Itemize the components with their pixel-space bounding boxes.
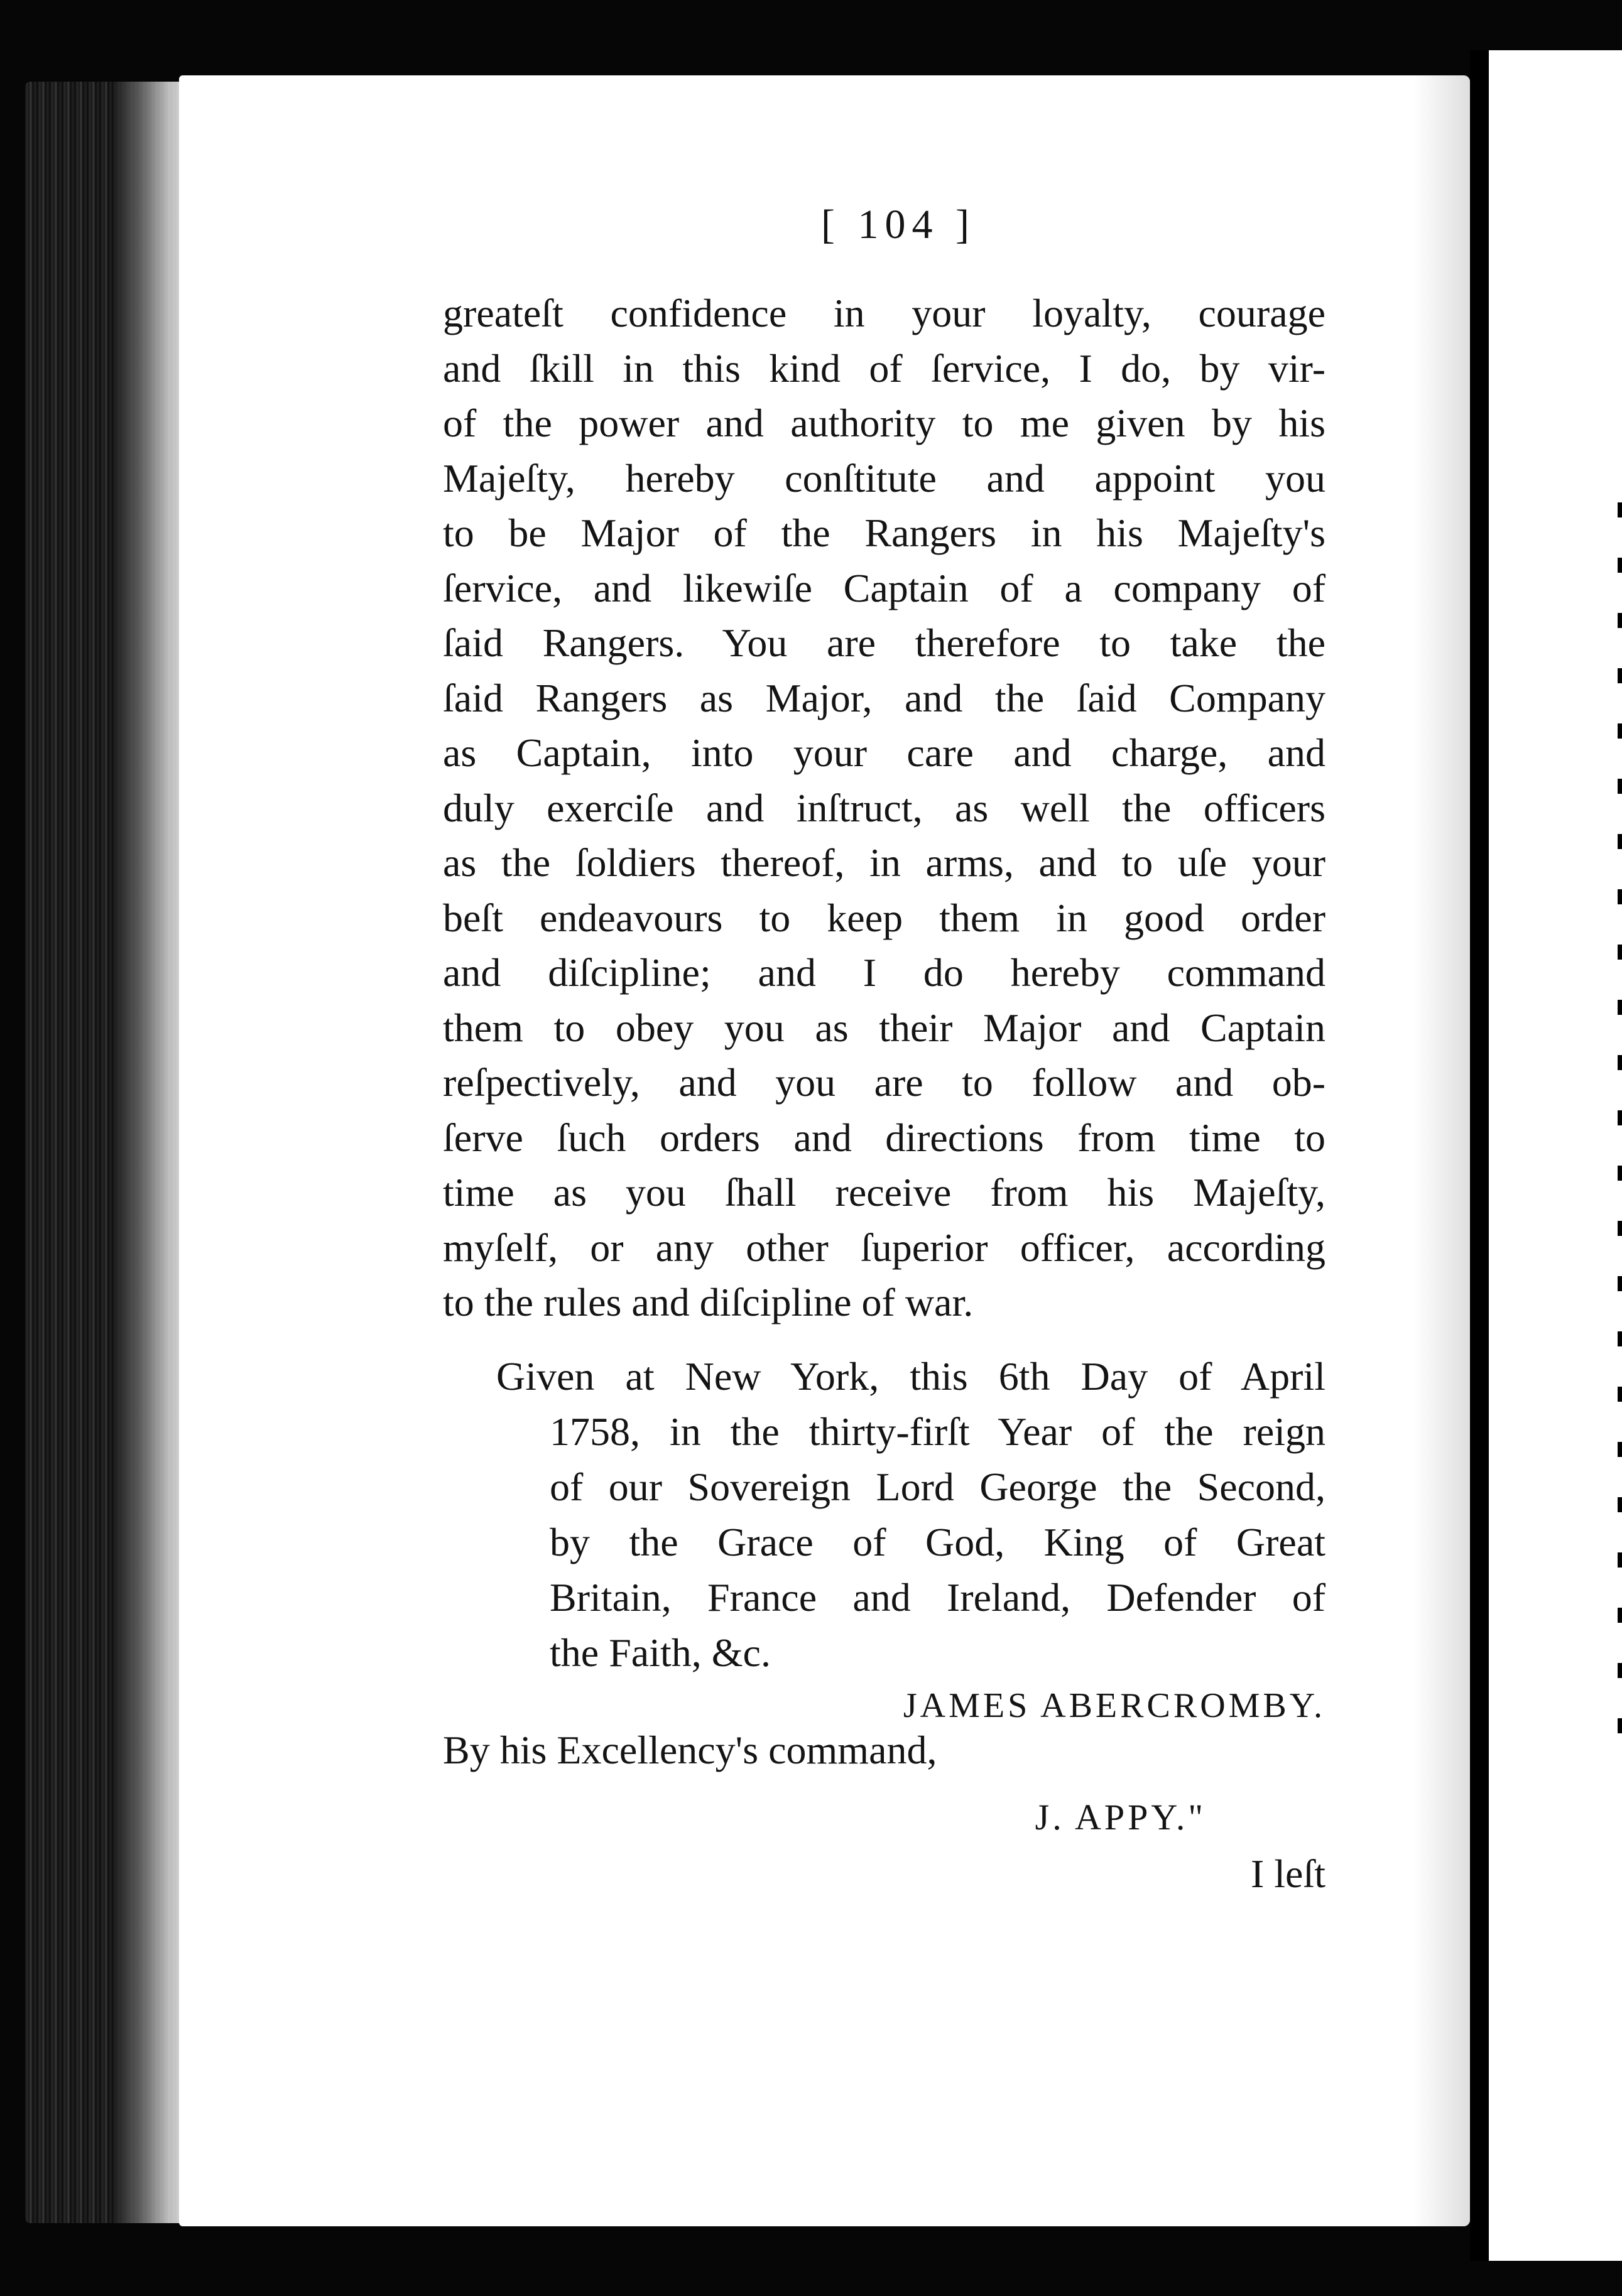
dated-line: 1758, in the thirty-firſt Year of the reign	[550, 1409, 1325, 1454]
body-line: greateſt confidence in your loyalty, courage	[443, 291, 1325, 335]
dated-line: the Faith, &c.	[550, 1630, 771, 1675]
body-line: and diſcipline; and I do hereby command	[443, 950, 1325, 995]
body-line: beſt endeavours to keep them in good order	[443, 895, 1325, 940]
body-line: to be Major of the Rangers in his Majeſty's	[443, 511, 1325, 555]
body-line: to the rules and diſcipline of war.	[443, 1280, 974, 1324]
signature-appy: J. APPY."	[1035, 1797, 1206, 1838]
body-line: and ſkill in this kind of ſervice, I do, by vir-	[443, 345, 1325, 391]
catchword: I leſt	[1250, 1851, 1325, 1896]
page-edges	[25, 82, 182, 2223]
page-number: [ 104 ]	[821, 202, 976, 247]
dated-line: Britain, France and Ireland, Defender of	[550, 1575, 1325, 1620]
body-line: as Captain, into your care and charge, and	[443, 730, 1325, 775]
dated-line: of our Sovereign Lord George the Second,	[550, 1465, 1325, 1509]
facing-page-text-edge	[1618, 502, 1622, 1758]
body-line: ſerve ſuch orders and directions from time to	[443, 1115, 1325, 1160]
body-line: them to obey you as their Major and Captain	[443, 1005, 1325, 1050]
body-text	[443, 286, 1325, 1330]
dated-line: Given at New York, this 6th Day of April	[496, 1354, 1325, 1399]
body-line: myſelf, or any other ſuperior officer, according	[443, 1225, 1325, 1270]
body-line: duly exerciſe and inſtruct, as well the officers	[443, 785, 1325, 830]
body-line: ſaid Rangers as Major, and the ſaid Company	[443, 675, 1325, 720]
signature-abercromby: JAMES ABERCROMBY.	[903, 1686, 1325, 1725]
body-line: reſpectively, and you are to follow and ob-	[443, 1060, 1325, 1105]
facing-page	[1489, 50, 1622, 2261]
body-line: time as you ſhall receive from his Majeſty,	[443, 1170, 1325, 1215]
body-line: of the power and authority to me given by his	[443, 401, 1325, 445]
body-line: Majeſty, hereby conſtitute and appoint you	[443, 455, 1325, 501]
dated-line: by the Grace of God, King of Great	[550, 1520, 1325, 1564]
body-line: ſervice, and likewiſe Captain of a company of	[443, 565, 1325, 610]
page-curl-shadow	[1413, 75, 1470, 2226]
book-gutter	[1470, 50, 1489, 2261]
body-line: as the ſoldiers thereof, in arms, and to uſe your	[443, 840, 1325, 885]
body-line: ſaid Rangers. You are therefore to take the	[443, 620, 1325, 665]
dated-clause	[496, 1349, 1325, 1681]
command-line: By his Excellency's command,	[443, 1728, 937, 1772]
